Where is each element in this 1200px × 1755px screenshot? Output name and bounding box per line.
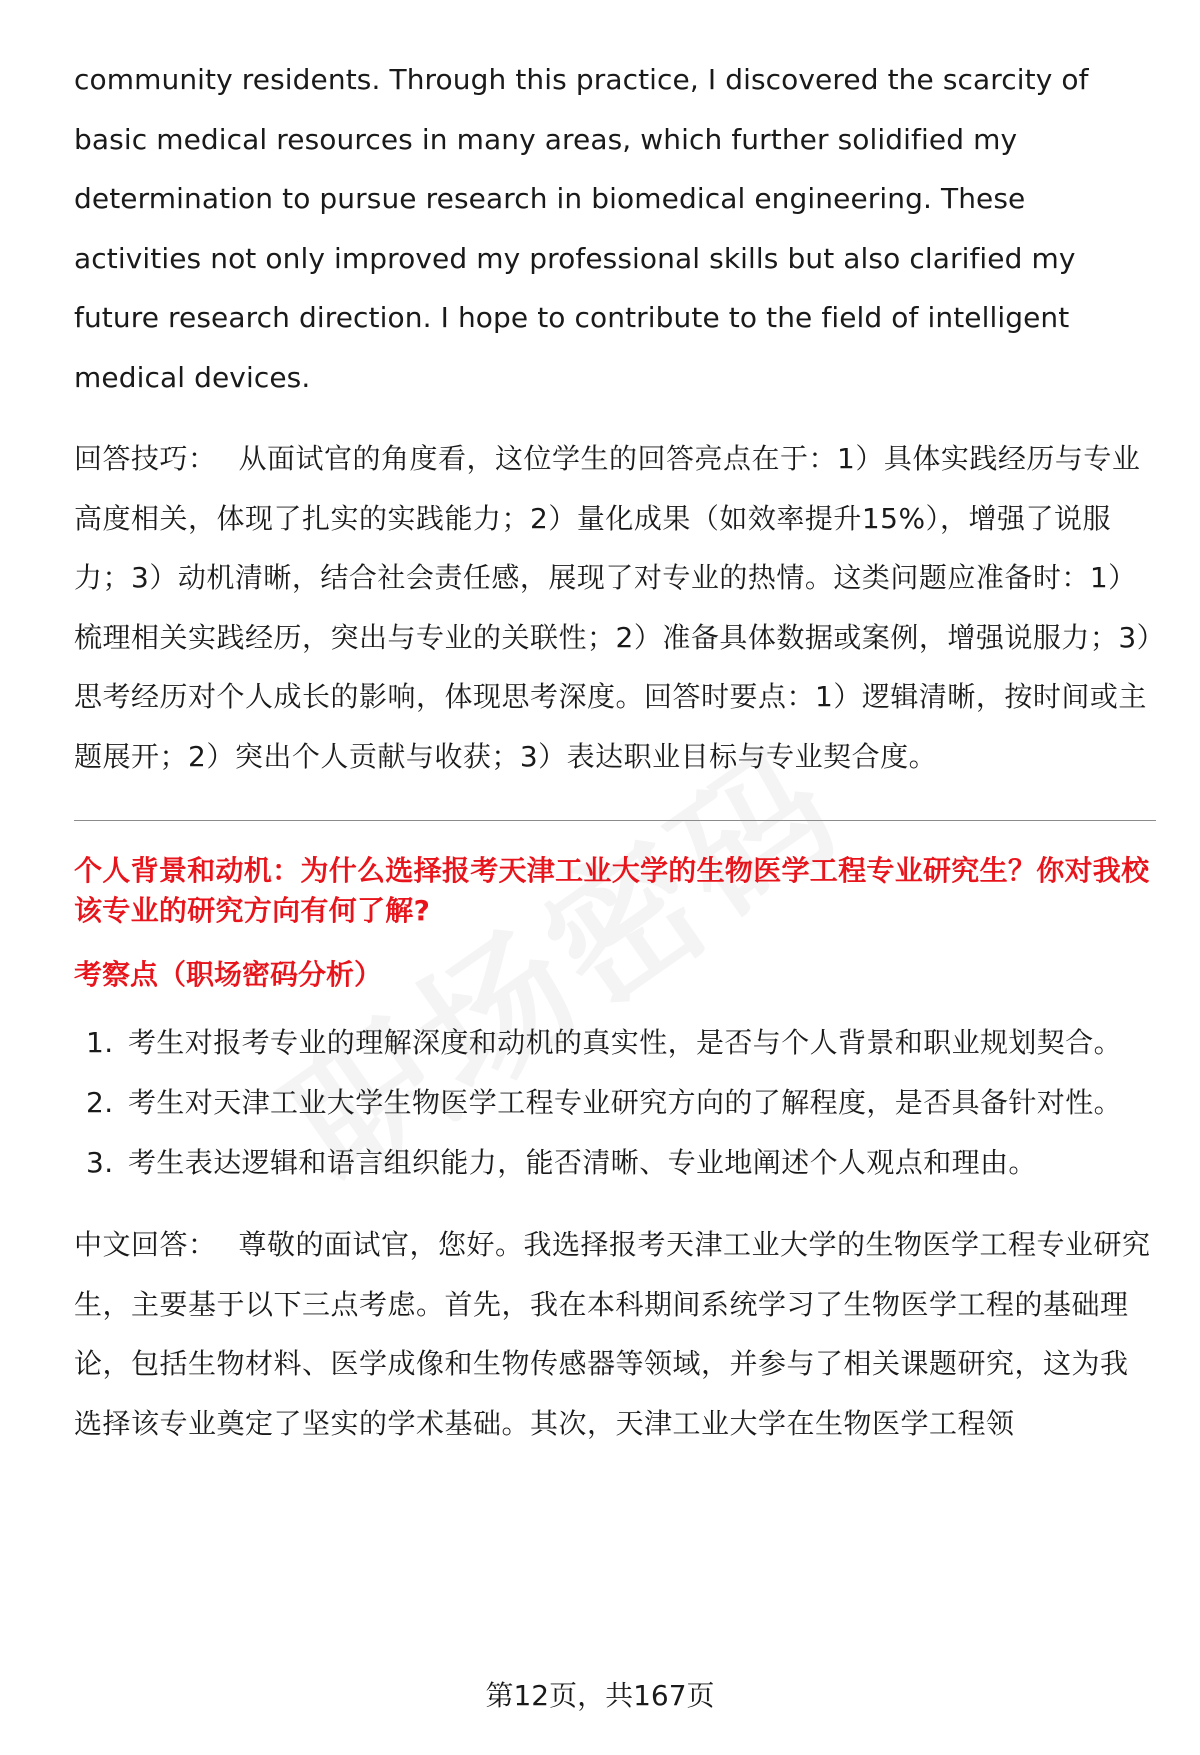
focus-point-item [74,1013,1156,1073]
focus-point-text: 考生对报考专业的理解深度和动机的真实性，是否与个人背景和职业规划契合。 [128,1026,1123,1059]
answer-tips-paragraph [74,429,1156,786]
list-number: 1. [86,1026,114,1059]
question-heading: 个人背景和动机：为什么选择报考天津工业大学的生物医学工程专业研究生？你对我校该专业的研究方向有何了解? [74,854,1150,927]
focus-point-item [74,1073,1156,1133]
focus-point-text: 考生对天津工业大学生物医学工程专业研究方向的了解程度，是否具备针对性。 [128,1086,1123,1119]
list-number: 3. [86,1146,114,1179]
chinese-answer-text: 尊敬的面试官，您好。我选择报考天津工业大学的生物医学工程专业研究生，主要基于以下三点考虑。首先，我在本科期间系统学习了生物医学工程的基础理论，包括生物材料、医学成像和生物传感器等领域，并参与了相关课题研究，这为我选择该专业奠定了坚实的学术基础。其次，天津工业大学在生物医学工程领 [74,1228,1151,1440]
focus-point-text: 考生表达逻辑和语言组织能力，能否清晰、专业地阐述个人观点和理由。 [128,1146,1037,1179]
focus-points-list [74,1013,1156,1193]
focus-points-heading: 考察点（职场密码分析） [74,958,383,991]
answer-tips-text: 从面试官的角度看，这位学生的回答亮点在于：1）具体实践经历与专业高度相关，体现了扎实的实践能力；2）量化成果（如效率提升15%），增强了说服力；3）动机清晰，结合社会责任感，展现了对专业的热情。这类问题应准备时：1）梳理相关实践经历，突出与专业的关联性；2）准备具体数据或案例，增强说服力；3）思考经历对个人成长的影响，体现思考深度。回答时要点：1）逻辑清晰，按时间或主题展开；2）突出个人贡献与收获；3）表达职业目标与专业契合度。 [74,442,1152,773]
page-number-footer: 第12页，共167页 [485,1679,715,1712]
list-number: 2. [86,1086,114,1119]
answer-tips-label: 回答技巧： [74,442,217,475]
chinese-answer-label: 中文回答： [74,1228,217,1261]
chinese-answer-paragraph [74,1215,1156,1453]
english-answer-continuation: community residents. Through this practice, I discovered the scarcity of basic medical resources in many areas, which further solidified my determination to pursue research in biomedical engineering. These activities not only improved my professional skills but also clarified my future research direction. I hope to contribute to the field of intelligent medical devices. [74,63,1089,394]
section-divider [74,820,1156,821]
focus-point-item [74,1133,1156,1193]
page-content [74,50,1156,1453]
